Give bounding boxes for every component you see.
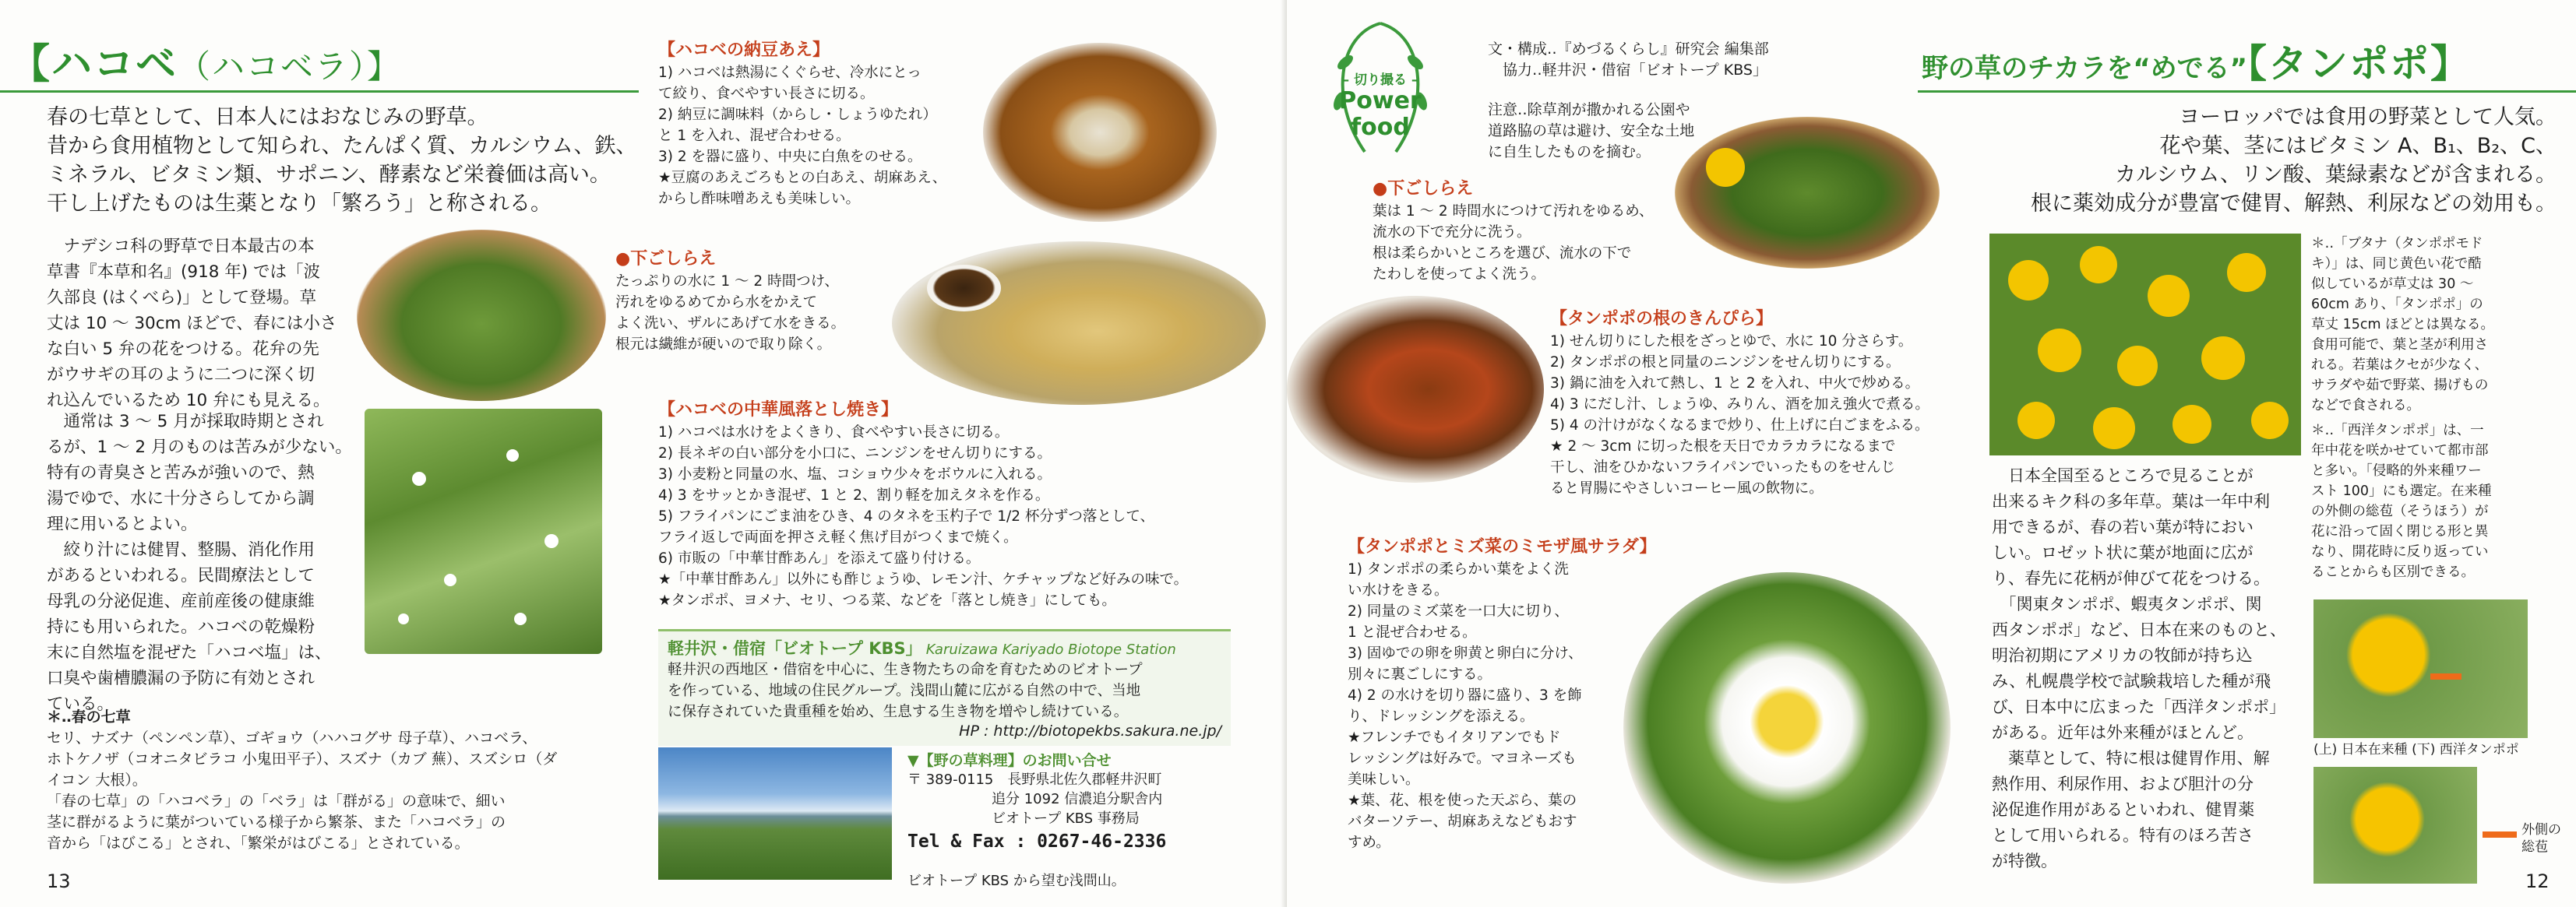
badge-top: – 切り撮る – [1342,72,1418,88]
recipe-chinese: 【ハコベの中華風落とし焼き】 1) ハコベは水けをよくきり、食べやすい長さに切る。 2) 長ネギの白い部分を小口に、ニンジンをせん切りにする。 3) 小麦粉と同量の水、塩、コショウ少々をボウルに入れる。 4) 3 をサッとかき混ぜ、1 と 2、割り軽を加えタネを作る。 5) フライパンにごま油をひき、4 のタネを玉杓子で 1/2 杯分ずつ落として、 フライ返しで両面を押さえ軽く焦げ目がつくまで焼く。 6) 市販の「中華甘酢あん」を添えて盛り付ける。 ★「中華甘酢あん」以外にも酢じょうゆ、レモン汁、ケチャップなど好みの味で。 ★タンポポ、ヨメナ、セリ、つる菜、などを「落とし焼き」にしても。 [658,399,1266,611]
arrow-icon [2430,673,2461,680]
hakobe-plant-photo [365,409,602,654]
credits: 文・構成‥『めづるくらし』研究会 編集部 協力‥軽井沢・借宿「ビオトープ KBS」 [1488,40,1769,79]
kinpira-dish-photo [1287,296,1544,483]
recipe-kinpira-title: 【タンポポの根のきんぴら】 [1550,309,1774,329]
recipe-salad: 【タンポポとミズ菜のミモザ風サラダ】 1) タンポポの柔らかい葉をよく洗 い水けをきる。 2) 同量のミズ菜を一口大に切り、 1 と混ぜ合わせる。 3) 固ゆでの卵を卵黄と卵白に分け、 別々に裏ごしにする。 4) 2 の水けを切り器に盛り、3 を飾 り、ドレッシングを添える。 ★フレンチでもイタリアンでもド レッシングは好みで。マヨネーズも 美味しい。 ★葉、花、根を使った天ぷら、葉の バターソテー、胡麻あえなどもおす すめ。 [1348,536,1659,853]
biotope-hp-link[interactable]: HP : http://biotopekbs.sakura.ne.jp/ [959,722,1221,740]
note-head: ＊‥春の七草 [47,708,131,726]
biotope-info-box: 軽井沢・借宿「ビオトープ KBS」 Karuizawa Kariyado Biotope Station 軽井沢の西地区・借宿を中心に、生き物たちの命を育むためのビオトープ を作っている、地域の住民グループ。浅間山麓に広がる自然の中で、当地 に保存されていた貴重種を始め、生息する生き物を増やし続けている。 HP : http://biotopekbs.sakura.ne.jp/ [658,629,1231,746]
dandelion-flower-icon [1706,148,1745,187]
prep-head-tanpopo: ●下ごしらえ [1373,179,1474,199]
recipe-salad-title: 【タンポポとミズ菜のミモザ風サラダ】 [1348,537,1657,557]
contact-head: ▼【野の草料理】のお問い合せ [907,752,1112,769]
right-page [1287,0,2576,907]
body-top: ナデシコ科の野草で日本最古の本 草書『本草和名』(918 年) では「波 久部良 (はくべら)」として登場。草 丈は 10 〜 30cm ほどで、春には小さ な白い 5 弁の花をつける。花弁の先 がウサギの耳のように二つに深く切 れ込んでいるため 10 弁にも見える。 [47,237,337,410]
recipe-kinpira: 【タンポポの根のきんぴら】 1) せん切りにした根をざっとゆで、水に 10 分さらす。 2) タンポポの根と同量のニンジンをせん切りにする。 3) 鍋に油を入れて熱し、1 と 2 を入れ、中火で炒める。 4) 3 にだし汁、しょうゆ、みりん、酒を加え強火で煮る。 5) 4 の汁けがなくなるまで炒り、仕上げに白ごまをふる。 ★ 2 〜 3cm に切った根を天日でカラカラになるまで 干し、油をひかないフライパンでいったものをせんじ ると胃腸にやさしいコーヒー風の飲物に。 [1550,308,2095,499]
salad-dish-photo [1623,572,1951,884]
hakobe-basket-photo [357,230,606,401]
recipe-natto-title: 【ハコベの納豆あえ】 [658,40,830,60]
page-number-right: 12 [2525,870,2550,892]
page-title-hakobe [9,31,401,90]
page-number-left: 13 [47,870,71,892]
title-main-tanpopo: 【タンポポ】 [2247,41,2472,86]
title-paren: （ハコベラ）】 [178,47,402,86]
badge-main-power: Power [1339,87,1422,114]
title-underline-right [1918,90,2576,93]
white-flowers-icon [365,409,602,654]
nanakusa-note: ＊‥春の七草 セリ、ナズナ（ペンペン草）、ゴギョウ（ハハコグサ 母子草）、ハコベラ、 ホトケノザ（コオニタビラコ 小鬼田平子）、スズナ（カブ 蕪）、スズシロ（ダ イコン 大根）。 「春の七草」の「ハコベラ」の「ベラ」は「群がる」の意味で、細い 茎に群がるように葉がついている様子から繁茶、また「ハコベラ」の 音から「はびこる」とされ、「繁栄がはびこる」とされている。 [47,707,639,854]
sauce-bowl [927,265,1001,311]
power-food-badge [1322,16,1439,171]
dandelion-greens-photo [1675,117,1940,269]
bract-arrow-icon [2483,831,2517,838]
caution-note: 注意‥除草剤が撒かれる公園や 道路脇の草は避け、安全な土地 に自生したものを摘む。 [1488,101,1695,160]
dandelion-flowers-icon [1989,234,2301,455]
biotope-en: Karuizawa Kariyado Biotope Station [925,642,1176,658]
western-dandelion-photo [2313,767,2477,884]
contact-info: ▼【野の草料理】のお問い合せ 〒 389-0115 長野県北佐久郡軽井沢町 追分 1092 信濃追分駅舎内 ビオトープ KBS 事務局 Tel & Fax : 0267-46-2336 [907,749,1250,852]
asama-caption: ビオトープ KBS から望む浅間山。 [907,873,1126,889]
prep-tanpopo: ●下ごしらえ 葉は 1 〜 2 時間水につけて汚れをゆるめ、 流水の下で充分に洗う。 根は柔らかいところを選び、流水の下で たわしを使ってよく洗う。 [1373,178,1684,285]
prep-hakobe: ●下ごしらえ たっぷりの水に 1 〜 2 時間つけ、 汚れをゆるめてから水をかえて よく洗い、ザルにあげて水をきる。 根元は繊維が硬いので取り除く。 [615,248,911,355]
badge-main-food: food [1351,114,1410,141]
recipe-chinese-title: 【ハコベの中華風落とし焼き】 [658,400,899,420]
title-underline [0,90,639,93]
side-note-butana: ＊‥「ブタナ（タンポポモド キ）」は、同じ黄色い花で酷 似しているが草丈は 30 〜 60cm あり、「タンポポ」の 草丈 15cm ほどとは異なる。 食用可能で、葉と茎が利用さ れる。若葉はクセが少なく、 サラダや茹で野菜、揚げもの などで食される。 [2311,236,2495,413]
body-mid: 通常は 3 〜 5 月が採取時期とされ るが、1 〜 2 月のものは苦みが少ない。 特有の青臭さと苦みが強いので、熱 湯でゆで、水に十分さらしてから調 理に用いるとよい。 絞り汁には健胃、整腸、消化作用 があるといわれる。民間療法として 母乳の分泌促進、産前産後の健康維 持にも用いられた。ハコベの乾燥粉 末に自然塩を混ぜた「ハコベ塩」は、 口臭や歯槽膿漏の予防に有効とされ ている。 [47,412,352,714]
title-quote: “めでる” [2133,53,2248,84]
left-page [0,0,1287,907]
native-dandelion-photo [2313,599,2528,738]
pancake-dish-photo [892,241,1266,405]
dandelion-field-photo [1989,234,2301,455]
prep-head: ●下ごしらえ [615,249,717,269]
biotope-head: 軽井沢・借宿「ビオトープ KBS」 [668,639,922,658]
bract-caption: 外側の 総苞 [2521,822,2561,855]
contact-tel: Tel & Fax : 0267-46-2336 [907,831,1167,852]
natto-dish-photo [983,43,1217,222]
body-tanpopo: 日本全国至るところで見ることが 出来るキク科の多年草。葉は一年中利 用できるが、春の若い葉が特におい しい。ロゼット状に葉が地面に広が り、春先に花柄が伸びて花をつける。 「関東タンポポ、蝦夷タンポポ、関 西タンポポ」など、日本在来のものと、 明治初期にアメリカの牧師が持ち込 み、札幌農学校で試験栽培した種が飛 び、日本中に広まった「西洋タンポポ」 がある。近年は外来種がほとんど。 薬草として、特に根は健胃作用、解 熱作用、利尿作用、および胆汁の分 泌促進作用があるといわれ、健胃薬 として用いられる。特有のほろ苦さ が特徴。 [1992,466,2286,870]
title-main: 【ハコベ [9,41,178,88]
comparison-caption: (上) 日本在来種 (下) 西洋タンポポ [2313,742,2519,758]
page-title-tanpopo [1922,33,2471,89]
recipe-natto: 【ハコベの納豆あえ】 1) ハコベは熱湯にくぐらせ、冷水にとっ て絞り、食べやすい長さに切る。 2) 納豆に調味料（からし・しょうゆたれ） と 1 を入れ、混ぜ合わせる。 3) 2 を器に盛り、中央に白魚をのせる。 ★豆腐のあえごろもとの白あえ、胡麻あえ、 からし酢味噌あえも美味しい。 [658,39,970,209]
title-lead: 野の草のチカラを [1922,53,2134,84]
side-note-seiyo: ＊‥「西洋タンポポ」は、一 年中花を咲かせていて都市部 と多い。「侵略的外来種ワー スト 100」にも選定。在来種 の外側の総苞（そうほう）が 花に沿って固く閉じる形と異 なり、開花時に反り返ってい ることからも区別できる。 [2311,423,2492,580]
asama-mountain-photo [658,747,892,880]
lead-paragraph: 春の七草として、日本人にはおなじみの野草。 昔から食用植物として知られ、たんぱく質、カルシウム、鉄、 ミネラル、ビタミン類、サポニン、酵素など栄養価は高い。 干し上げたものは生薬となり「繁ろう」と称される。 [47,105,637,216]
lead-tanpopo: ヨーロッパでは食用の野菜として人気。 花や葉、茎にはビタミン A、B₁、B₂、C、 カルシウム、リン酸、葉緑素などが含まれる。 根に薬効成分が豊富で健胃、解熱、利尿などの効用も。 [2031,105,2557,216]
